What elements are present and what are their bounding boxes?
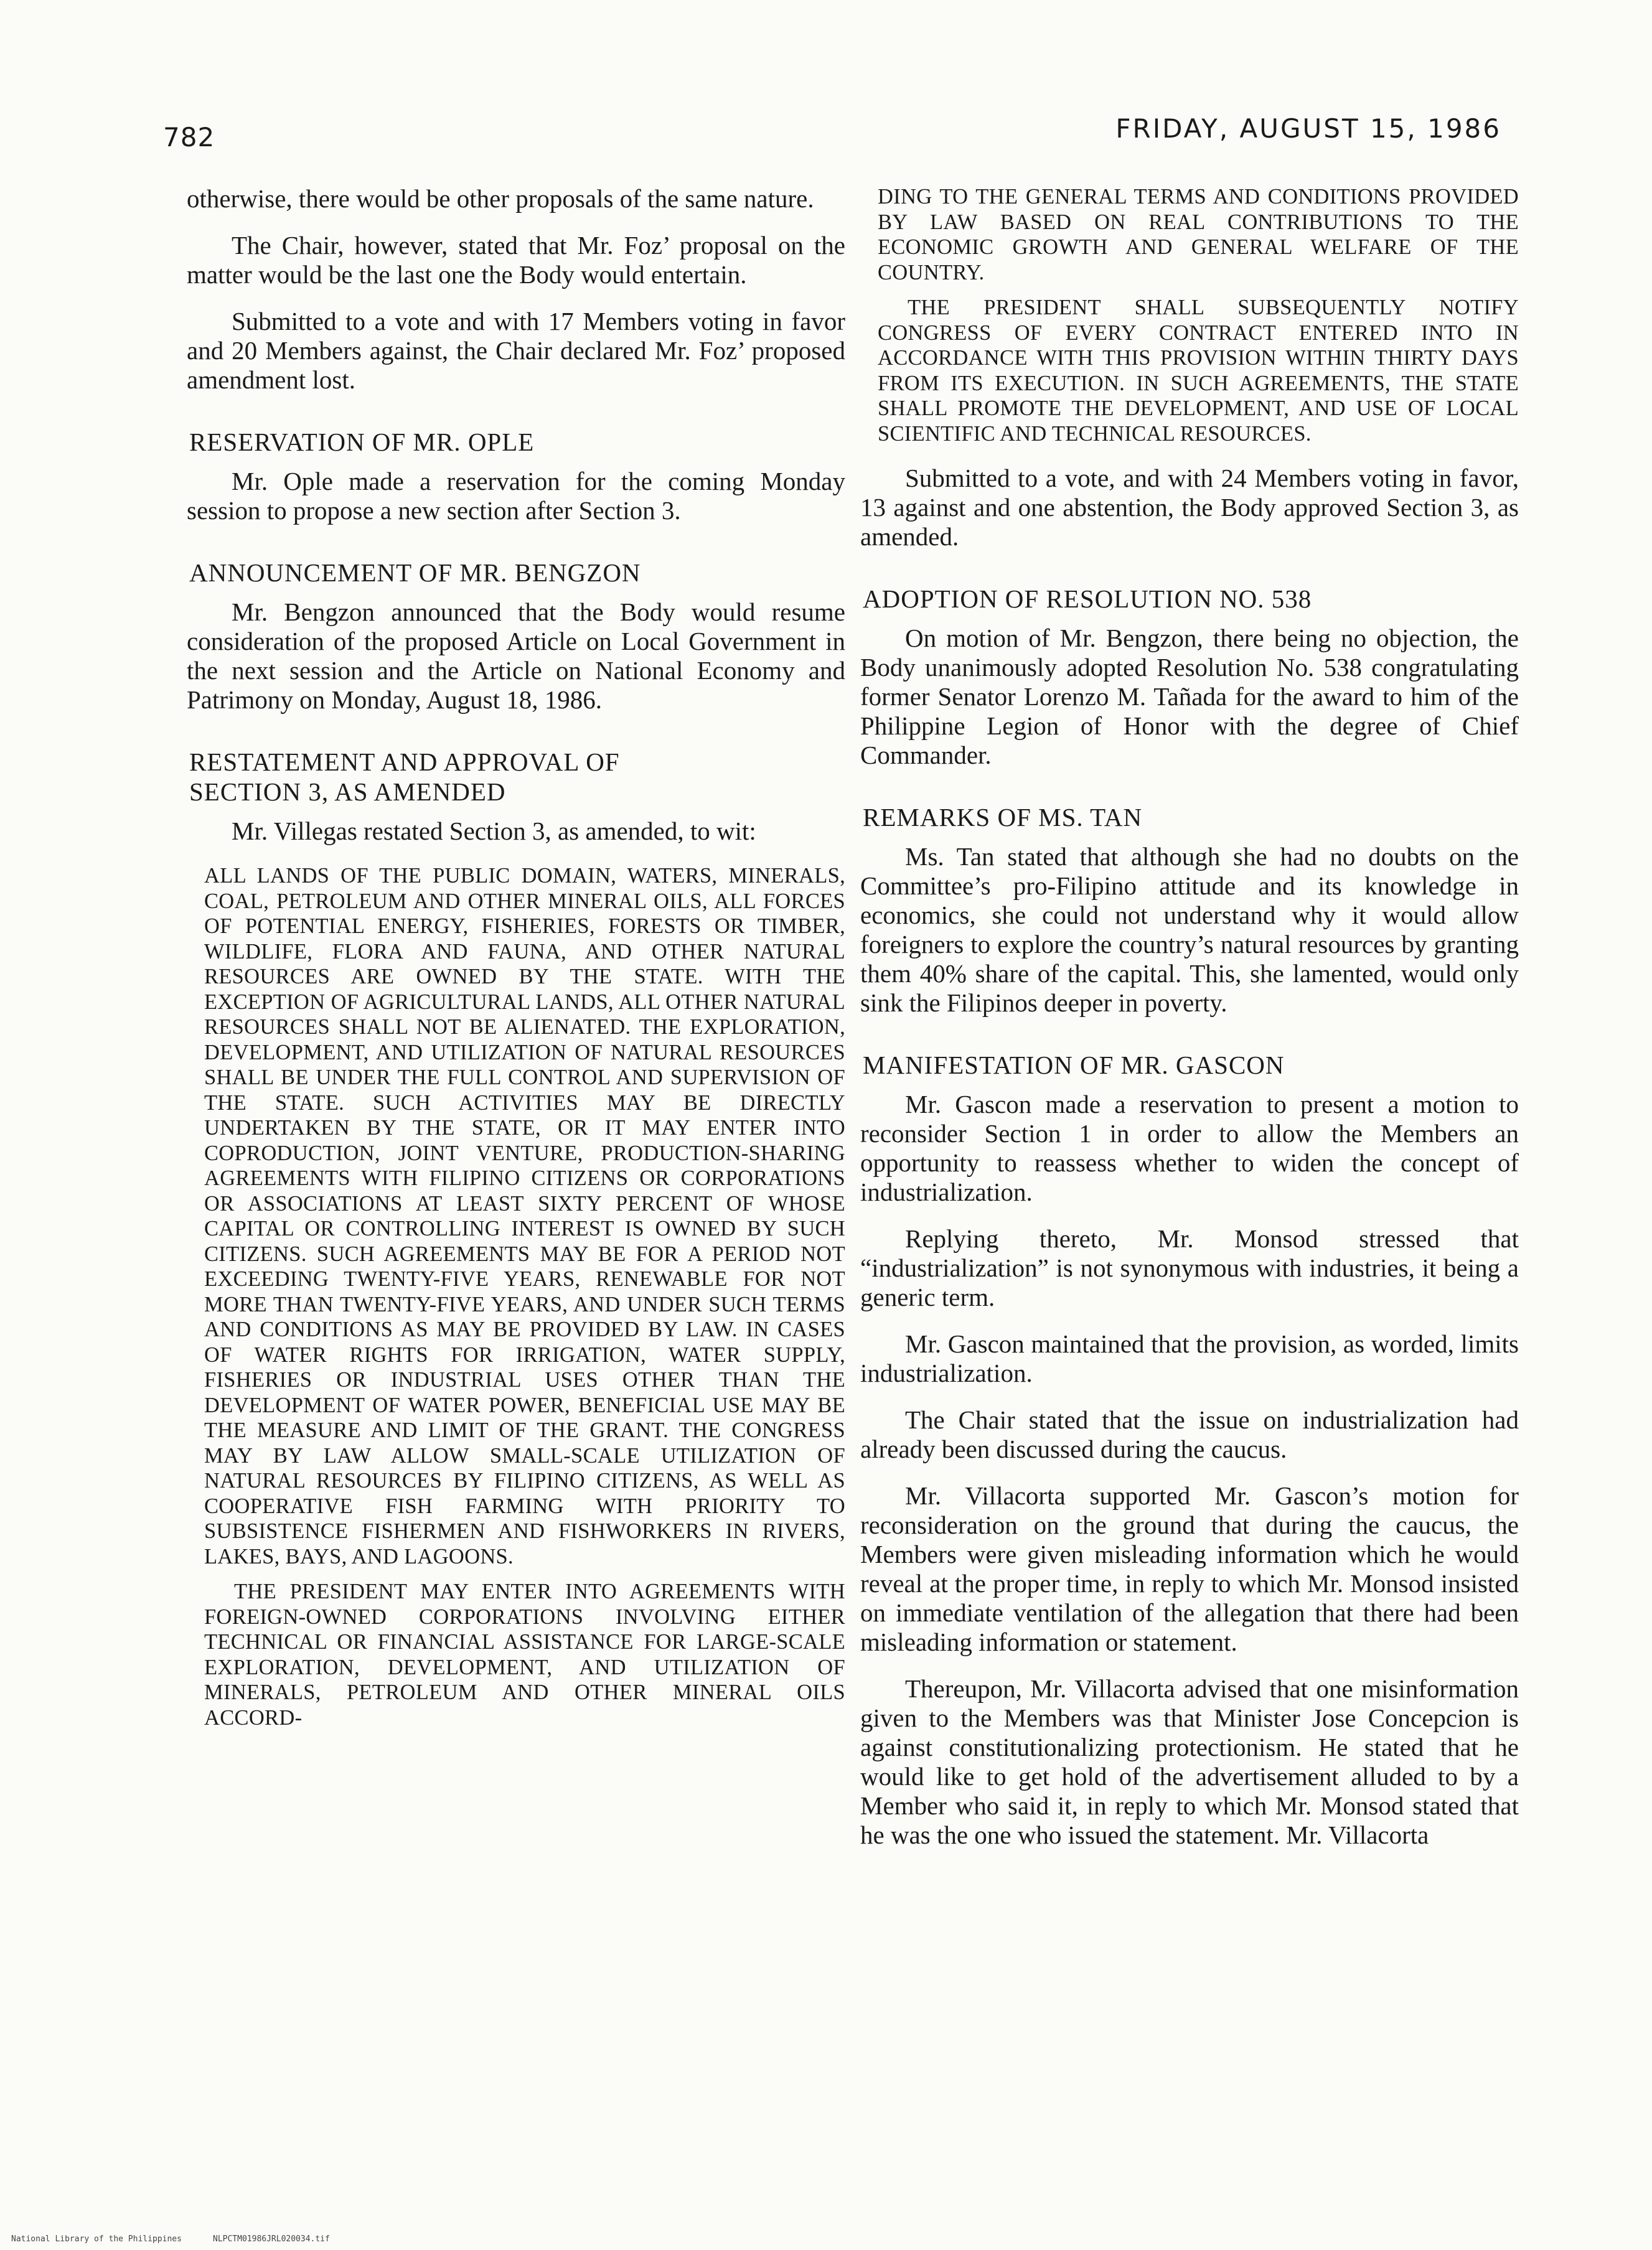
paragraph: Ms. Tan stated that although she had no doubts on the Committee’s pro-Filipino attitude and its knowledge in economics, she could not understand why it would allow foreigners to explore the country’s natural resources by granting them 40% share of the capital. This, she lamented, would only sink the Filipinos deeper in poverty. bbox=[860, 842, 1519, 1017]
section-heading-tan: REMARKS OF MS. TAN bbox=[863, 803, 1143, 832]
left-column bbox=[187, 184, 845, 1740]
paragraph: The Chair, however, stated that Mr. Foz’ proposal on the matter would be the last one the Body would entertain. bbox=[187, 231, 845, 289]
section-text-block: ALL LANDS OF THE PUBLIC DOMAIN, WATERS, MINERALS, COAL, PETROLEUM AND OTHER MINERAL OILS, ALL FORCES OF POTENTIAL ENERGY, FISHERIES, FORESTS OR TIMBER, WILDLIFE, FLORA AND FAUNA, AND OTHER NATURAL RESOURCES ARE OWNED BY THE STATE. WITH THE EXCEPTION OF AGRICULTURAL LANDS, ALL OTHER NATURAL RESOURCES SHALL NOT BE ALIENATED. THE EXPLORATION, DEVELOPMENT, AND UTILIZATION OF NATURAL RESOURCES SHALL BE UNDER THE FULL CONTROL AND SUPERVISION OF THE STATE. SUCH ACTIVITIES MAY BE DIRECTLY UNDERTAKEN BY THE STATE, OR IT MAY ENTER INTO COPRODUCTION, JOINT VENTURE, PRODUCTION-SHARING AGREEMENTS WITH FILIPINO CITIZENS OR CORPORATIONS OR ASSOCIATIONS AT LEAST SIXTY PERCENT OF WHOSE CAPITAL OR CONTROLLING INTEREST IS OWNED BY SUCH CITIZENS. SUCH AGREEMENTS MAY BE FOR A PERIOD NOT EXCEEDING TWENTY-FIVE YEARS, RENEWABLE FOR NOT MORE THAN TWENTY-FIVE YEARS, AND UNDER SUCH TERMS AND CONDITIONS AS MAY BE PROVIDED BY LAW. IN CASES OF WATER RIGHTS FOR IRRIGATION, WATER SUPPLY, FISHERIES OR INDUSTRIAL USES OTHER THAN THE DEVELOPMENT OF WATER POWER, BENEFICIAL USE MAY BE THE MEASURE AND LIMIT OF THE GRANT. THE CONGRESS MAY BY LAW ALLOW SMALL-SCALE UTILIZATION OF NATURAL RESOURCES BY FILIPINO CITIZENS, AS WELL AS COOPERATIVE FISH FARMING WITH PRIORITY TO SUBSISTENCE FISHERMEN AND FISHWORKERS IN RIVERS, LAKES, BAYS, AND LAGOONS. bbox=[204, 864, 845, 1568]
paragraph: The Chair stated that the issue on industrialization had already been discussed during the caucus. bbox=[860, 1405, 1519, 1463]
section-text-block: DING TO THE GENERAL TERMS AND CONDITIONS PROVIDED BY LAW BASED ON REAL CONTRIBUTIONS TO THE ECONOMIC GROWTH AND GENERAL WELFARE OF THE COUNTRY. bbox=[878, 185, 1519, 284]
section-heading-bengzon: ANNOUNCEMENT OF MR. BENGZON bbox=[189, 558, 641, 587]
paragraph: Mr. Villacorta supported Mr. Gascon’s motion for reconsideration on the ground that during the caucus, the Members were given misleading information which he would reveal at the proper time, in reply to which Mr. Monsod insisted on immediate ventilation of the allegation that there had been misleading information or statement. bbox=[860, 1481, 1519, 1656]
paragraph: Submitted to a vote and with 17 Members voting in favor and 20 Members against, the Chair declared Mr. Foz’ proposed amendment lost. bbox=[187, 307, 845, 394]
paragraph: Replying thereto, Mr. Monsod stressed that “industrialization” is not synonymous with industries, it being a generic term. bbox=[860, 1224, 1519, 1311]
footer-file-name: NLPCTM01986JRL020034.tif bbox=[213, 2234, 330, 2244]
section-heading-restatement bbox=[189, 747, 845, 807]
page-date: FRIDAY, AUGUST 15, 1986 bbox=[1115, 113, 1501, 144]
section-text-block: THE PRESIDENT SHALL SUBSEQUENTLY NOTIFY CONGRESS OF EVERY CONTRACT ENTERED INTO IN ACCORDANCE WITH THIS PROVISION WITHIN THIRTY DAYS FROM ITS EXECUTION. IN SUCH AGREEMENTS, THE STATE SHALL PROMOTE THE DEVELOPMENT, AND USE OF LOCAL SCIENTIFIC AND TECHNICAL RESOURCES. bbox=[878, 296, 1519, 446]
paragraph: Mr. Bengzon announced that the Body would resume consideration of the proposed Article on Local Government in the next session and the Article on National Economy and Patrimony on Monday, August 18, 1986. bbox=[187, 598, 845, 714]
paragraph: otherwise, there would be other proposals of the same nature. bbox=[187, 184, 814, 213]
paragraph: Submitted to a vote, and with 24 Members voting in favor, 13 against and one abstention, the Body approved Section 3, as amended. bbox=[860, 464, 1519, 551]
paragraph: Mr. Ople made a reservation for the coming Monday session to propose a new section after Section 3. bbox=[187, 467, 845, 525]
paragraph: Mr. Gascon made a reservation to present a motion to reconsider Section 1 in order to allow the Members an opportunity to reassess whether to widen the concept of industrialization. bbox=[860, 1090, 1519, 1206]
paragraph: Thereupon, Mr. Villacorta advised that one misinformation given to the Members was that Minister Jose Concepcion is against constitutionalizing protectionism. He stated that he would like to get hold of the advertisement alluded to by a Member who said it, in reply to which Mr. Monsod stated that he was the one who issued the statement. Mr. Villacorta bbox=[860, 1674, 1519, 1849]
paragraph: On motion of Mr. Bengzon, there being no objection, the Body unanimously adopted Resolution No. 538 congratulating former Senator Lorenzo M. Tañada for the award to him of the Philippine Legion of Honor with the degree of Chief Commander. bbox=[860, 624, 1519, 769]
heading-line-2: SECTION 3, AS AMENDED bbox=[189, 777, 506, 806]
paragraph: Mr. Villegas restated Section 3, as amended, to wit: bbox=[232, 817, 756, 845]
paragraph: Mr. Gascon maintained that the provision, as worded, limits industrialization. bbox=[860, 1329, 1519, 1387]
footer-library-credit: National Library of the Philippines bbox=[11, 2234, 182, 2244]
right-column bbox=[860, 184, 1519, 1867]
section-text-block: THE PRESIDENT MAY ENTER INTO AGREEMENTS WITH FOREIGN-OWNED CORPORATIONS INVOLVING EITHER TECHNICAL OR FINANCIAL ASSISTANCE FOR LARGE-SCALE EXPLORATION, DEVELOPMENT, AND UTILIZATION OF MINERALS, PETROLEUM AND OTHER MINERAL OILS ACCORD- bbox=[204, 1580, 845, 1730]
section-heading-resolution: ADOPTION OF RESOLUTION NO. 538 bbox=[863, 584, 1312, 613]
heading-line-1: RESTATEMENT AND APPROVAL OF bbox=[189, 748, 620, 776]
section-heading-gascon: MANIFESTATION OF MR. GASCON bbox=[863, 1051, 1285, 1079]
page-number: 782 bbox=[163, 122, 215, 152]
section-heading-ople: RESERVATION OF MR. OPLE bbox=[189, 428, 535, 456]
